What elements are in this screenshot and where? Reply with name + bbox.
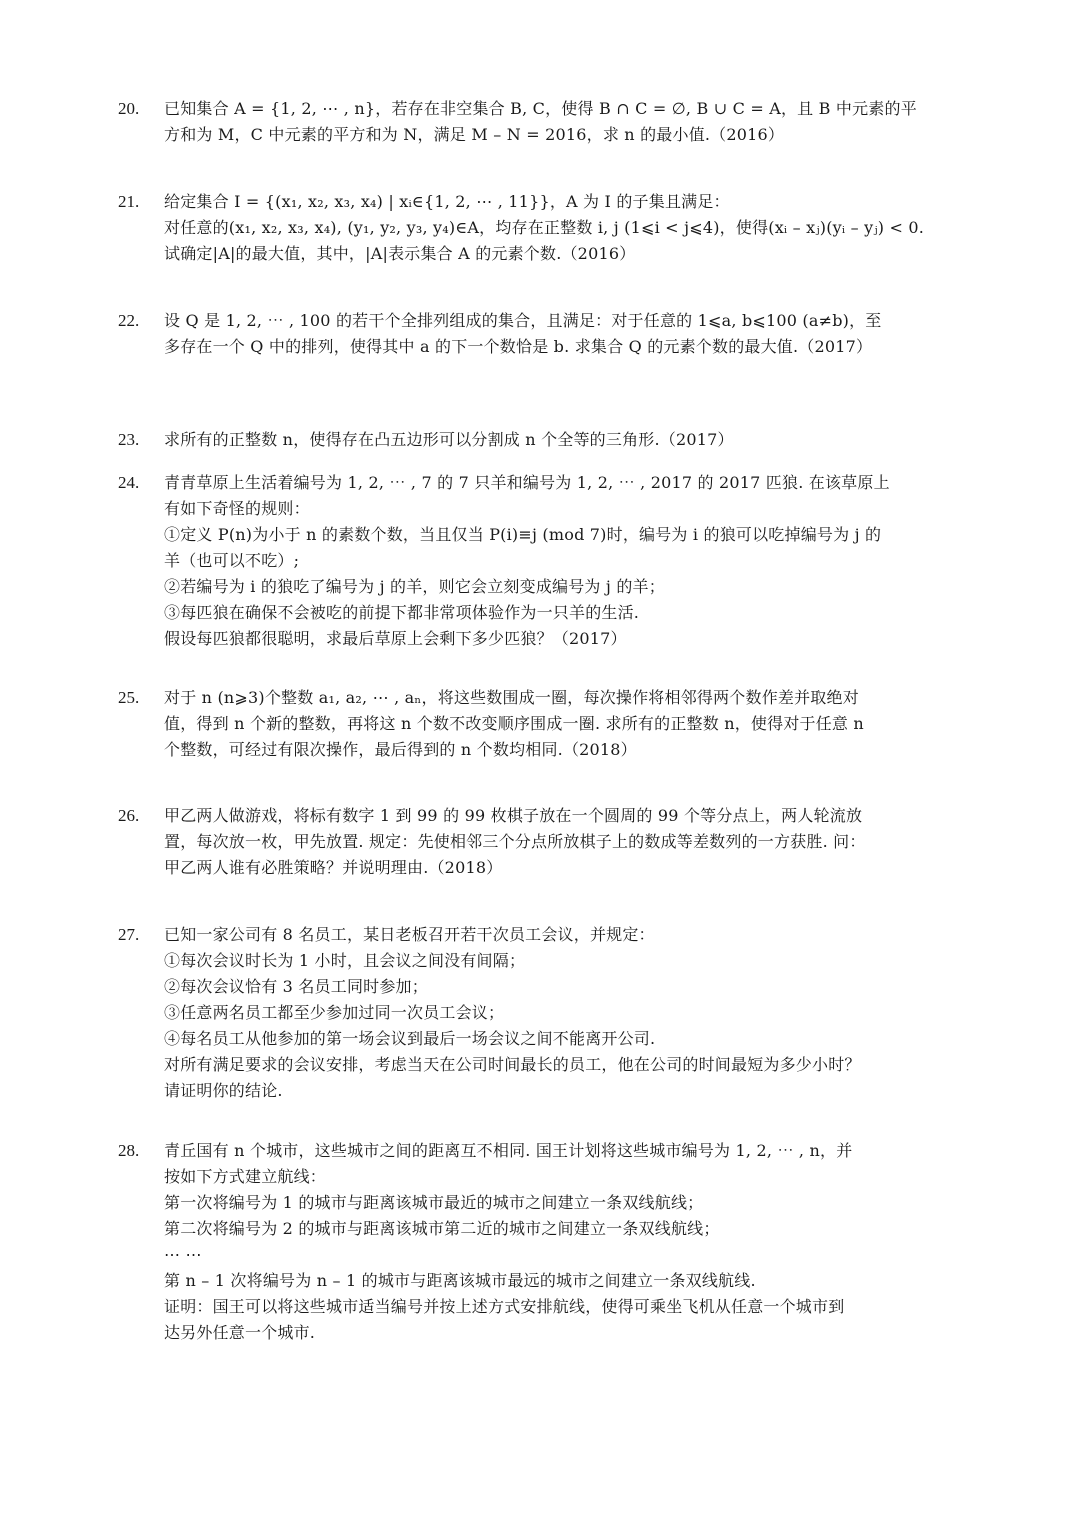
problem-line: 有如下奇怪的规则：	[164, 499, 310, 518]
problem-line: 给定集合 I = {(x₁, x₂, x₃, x₄) | xᵢ∈{1, 2, ⋯ , 11}}，A 为 I 的子集且满足：	[164, 192, 730, 211]
problem-line: ①每次会议时长为 1 小时，且会议之间没有间隔；	[164, 951, 526, 970]
problem-line: 个整数，可经过有限次操作，最后得到的 n 个数均相同.（2018）	[164, 740, 637, 759]
problem-23	[118, 427, 998, 453]
problem-line: 对所有满足要求的会议安排，考虑当天在公司时间最长的员工，他在公司的时间最短为多少小时？	[164, 1055, 861, 1074]
problem-line: ⋯ ⋯	[164, 1245, 202, 1264]
problem-number: 23.	[118, 430, 140, 449]
problem-line: 值，得到 n 个新的整数，再将这 n 个数不改变顺序围成一圈. 求所有的正整数 n，使得对于任意 n	[164, 714, 864, 733]
problem-28	[118, 1138, 998, 1346]
problem-line: 甲乙两人谁有必胜策略？并说明理由.（2018）	[164, 858, 503, 877]
problem-text	[164, 308, 998, 360]
problem-line: 第二次将编号为 2 的城市与距离该城市第二近的城市之间建立一条双线航线；	[164, 1219, 720, 1238]
problem-line: 青青草原上生活着编号为 1, 2, ⋯ , 7 的 7 只羊和编号为 1, 2, ⋯ , 2017 的 2017 匹狼. 在该草原上	[164, 473, 890, 492]
problem-25	[118, 685, 998, 763]
problem-number: 25.	[118, 688, 140, 707]
problem-text	[164, 96, 998, 148]
problem-line: ③任意两名员工都至少参加过同一次员工会议；	[164, 1003, 505, 1022]
problem-24	[118, 470, 998, 652]
problem-line: 青丘国有 n 个城市，这些城市之间的距离互不相同. 国王计划将这些城市编号为 1, 2, ⋯ , n，并	[164, 1141, 853, 1160]
problem-number: 22.	[118, 311, 140, 330]
problem-line: ②每次会议恰有 3 名员工同时参加；	[164, 977, 428, 996]
problem-line: ④每名员工从他参加的第一场会议到最后一场会议之间不能离开公司.	[164, 1029, 656, 1048]
problem-line: 达另外任意一个城市.	[164, 1323, 316, 1342]
problem-line: 已知集合 A = {1, 2, ⋯ , n}，若存在非空集合 B, C，使得 B ∩ C = ∅, B ∪ C = A，且 B 中元素的平	[164, 99, 917, 118]
problem-line: ③每匹狼在确保不会被吃的前提下都非常项体验作为一只羊的生活.	[164, 603, 640, 622]
problem-22	[118, 308, 998, 360]
problem-line: 方和为 M，C 中元素的平方和为 N，满足 M – N = 2016，求 n 的最小值.（2016）	[164, 125, 785, 144]
problem-line: 已知一家公司有 8 名员工，某日老板召开若干次员工会议，并规定：	[164, 925, 655, 944]
problem-26	[118, 803, 998, 881]
problem-text	[164, 470, 998, 652]
problem-number: 24.	[118, 473, 140, 492]
problem-line: 第 n – 1 次将编号为 n – 1 的城市与距离该城市最远的城市之间建立一条双线航线.	[164, 1271, 756, 1290]
problem-21	[118, 189, 998, 267]
problem-number: 21.	[118, 192, 140, 211]
problem-number: 27.	[118, 925, 140, 944]
problem-line: 证明：国王可以将这些城市适当编号并按上述方式安排航线，使得可乘坐飞机从任意一个城市到	[164, 1297, 845, 1316]
problem-line: 对任意的(x₁, x₂, x₃, x₄), (y₁, y₂, y₃, y₄)∈A，均存在正整数 i, j (1⩽i < j⩽4)，使得(xᵢ – xⱼ)(yᵢ – yⱼ) < 0.	[164, 218, 925, 237]
problem-line: ①定义 P(n)为小于 n 的素数个数，当且仅当 P(i)≡j (mod 7)时，编号为 i 的狼可以吃掉编号为 j 的	[164, 525, 882, 544]
problem-line: 多存在一个 Q 中的排列，使得其中 a 的下一个数恰是 b. 求集合 Q 的元素个数的最大值.（2017）	[164, 337, 873, 356]
problem-line: 置，每次放一枚，甲先放置. 规定：先使相邻三个分点所放棋子上的数成等差数列的一方获胜. 问：	[164, 832, 866, 851]
problem-text	[164, 189, 998, 267]
problem-line: 按如下方式建立航线：	[164, 1167, 327, 1186]
problem-line: 第一次将编号为 1 的城市与距离该城市最近的城市之间建立一条双线航线；	[164, 1193, 704, 1212]
problem-number: 20.	[118, 99, 140, 118]
problem-text	[164, 427, 998, 453]
problem-line: 对于 n (n⩾3)个整数 a₁, a₂, ⋯ , aₙ，将这些数围成一圈，每次操作将相邻得两个数作差并取绝对	[164, 688, 859, 707]
problem-27	[118, 922, 998, 1104]
problem-text	[164, 1138, 998, 1346]
problem-number: 26.	[118, 806, 140, 825]
problem-line: 求所有的正整数 n，使得存在凸五边形可以分割成 n 个全等的三角形.（2017）	[164, 430, 734, 449]
problem-text	[164, 803, 998, 881]
problem-text	[164, 922, 998, 1104]
problem-line: 羊（也可以不吃）;	[164, 551, 300, 570]
problem-line: 假设每匹狼都很聪明，求最后草原上会剩下多少匹狼？（2017）	[164, 629, 627, 648]
problem-line: 设 Q 是 1, 2, ⋯ , 100 的若干个全排列组成的集合，且满足：对于任意的 1⩽a, b⩽100 (a≠b)，至	[164, 311, 882, 330]
problem-line: ②若编号为 i 的狼吃了编号为 j 的羊，则它会立刻变成编号为 j 的羊；	[164, 577, 665, 596]
problem-line: 甲乙两人做游戏，将标有数字 1 到 99 的 99 枚棋子放在一个圆周的 99 个等分点上，两人轮流放	[164, 806, 863, 825]
problem-line: 试确定|A|的最大值，其中，|A|表示集合 A 的元素个数.（2016）	[164, 244, 636, 263]
problem-20	[118, 96, 998, 148]
problem-number: 28.	[118, 1141, 140, 1160]
problem-line: 请证明你的结论.	[164, 1081, 283, 1100]
problem-text	[164, 685, 998, 763]
